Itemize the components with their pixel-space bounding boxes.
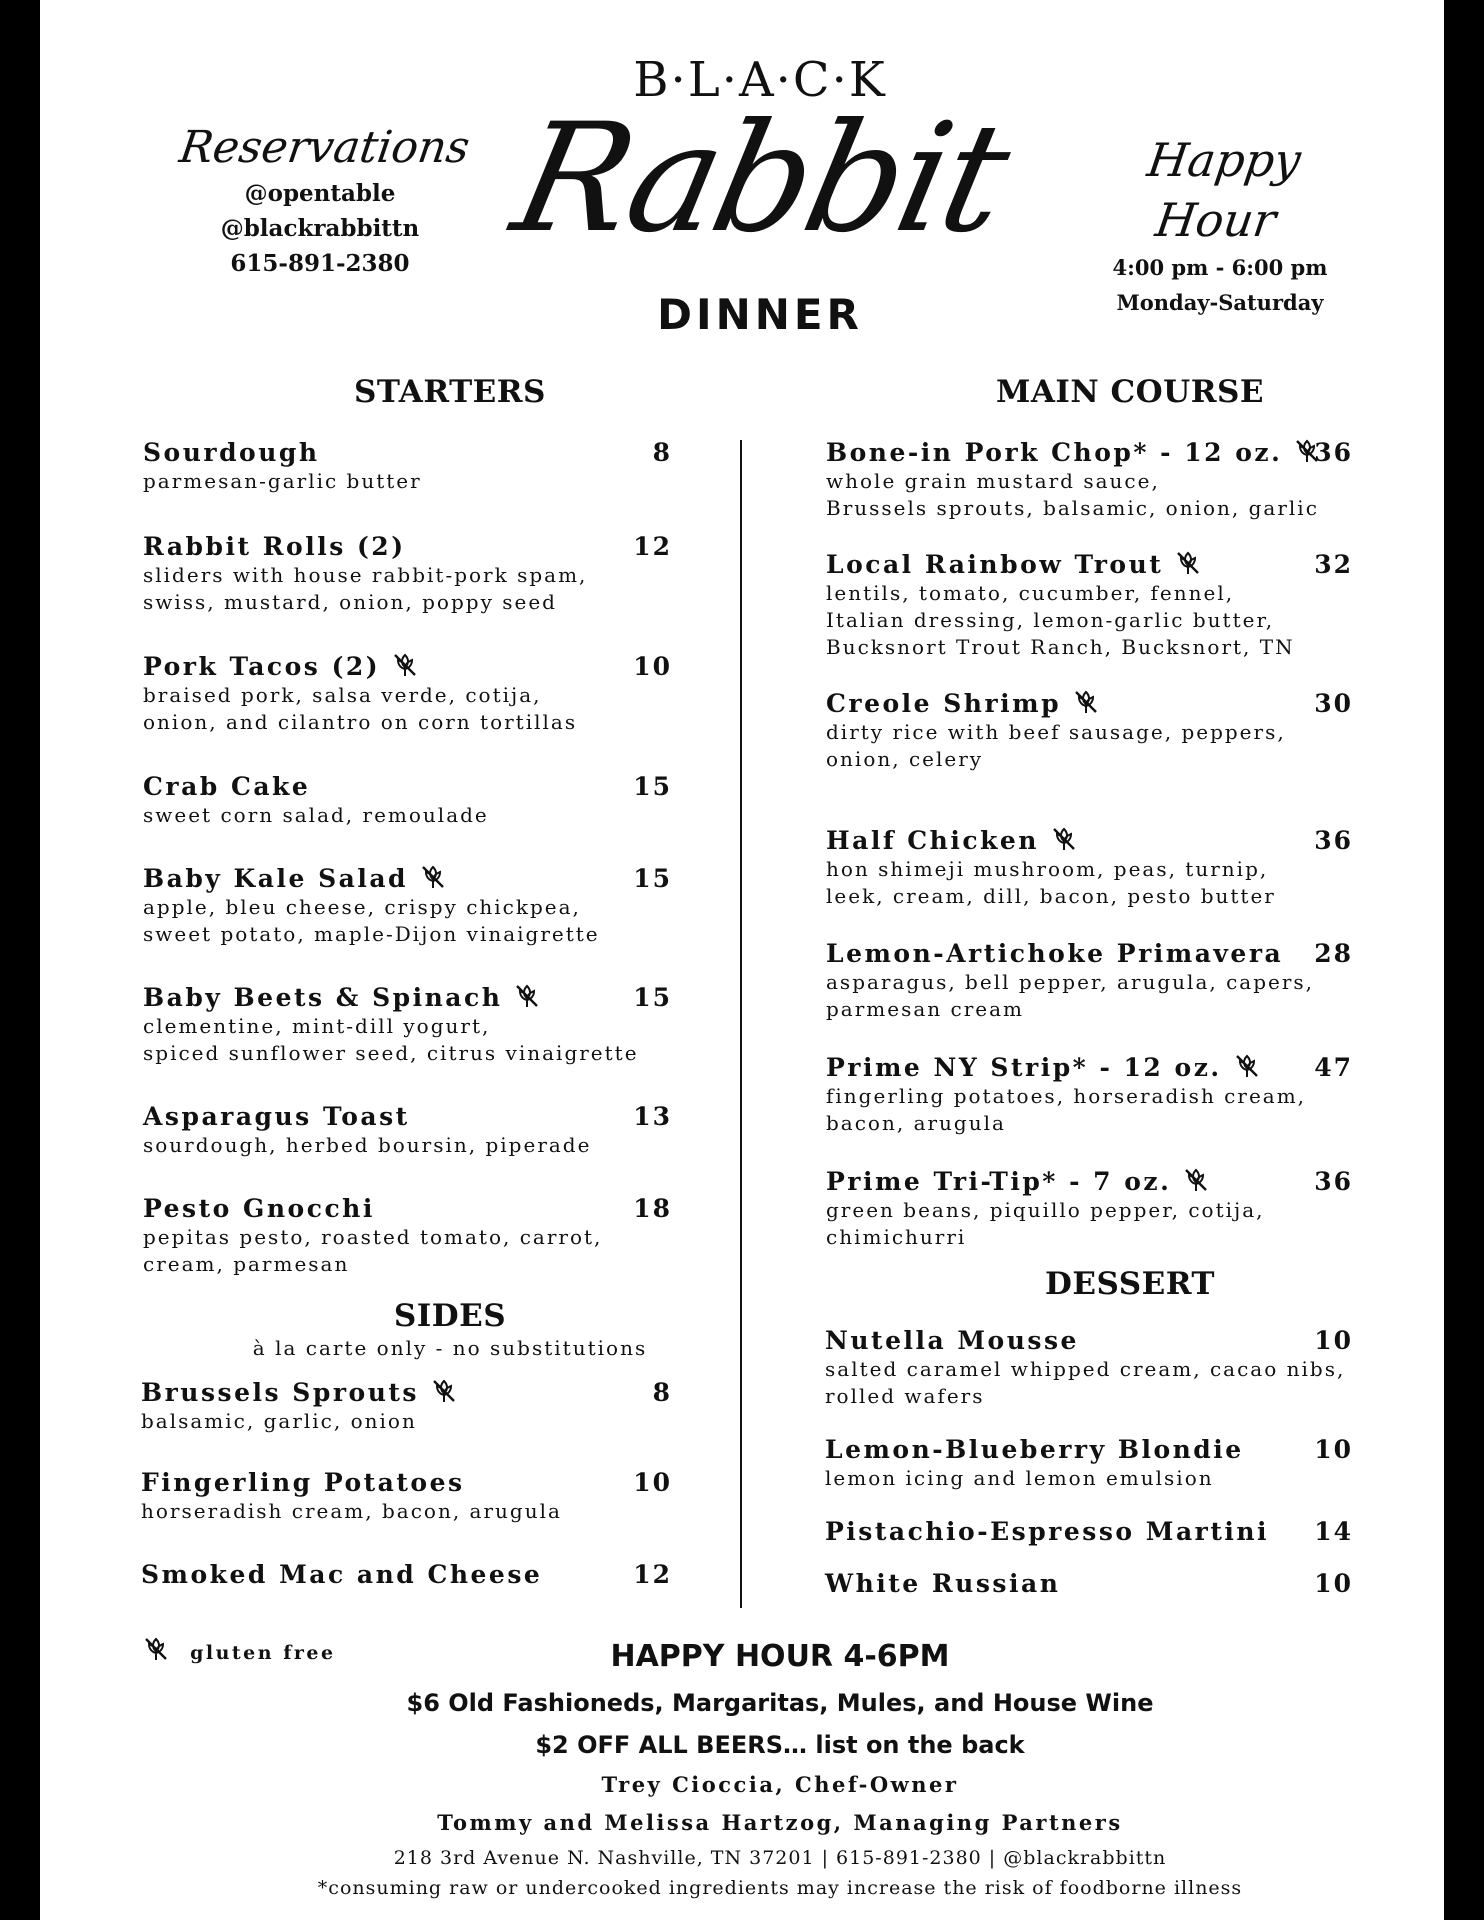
menu-item-name-text: Pesto Gnocchi <box>143 1194 375 1223</box>
menu-item <box>143 983 639 1067</box>
menu-item <box>141 1560 542 1590</box>
footer-partners: Tommy and Melissa Hartzog, Managing Partners <box>437 1810 1123 1835</box>
menu-item-description: parmesan cream <box>826 997 1024 1021</box>
menu-item-description: braised pork, salsa verde, cotija, <box>143 683 542 707</box>
menu-item-description: chimichurri <box>826 1225 967 1249</box>
gluten-free-icon <box>1234 1053 1260 1079</box>
column-divider <box>740 440 742 1608</box>
reservations-opentable: @opentable <box>244 180 396 207</box>
reservations-instagram: @blackrabbittn <box>220 215 420 242</box>
menu-item-description: bacon, arugula <box>826 1111 1006 1135</box>
footer-address: 218 3rd Avenue N. Nashville, TN 37201 | 615-891-2380 | @blackrabbittn <box>393 1847 1167 1869</box>
menu-item-description: apple, bleu cheese, crispy chickpea, <box>143 895 581 919</box>
menu-item-description: onion, celery <box>826 747 984 771</box>
gluten-free-icon <box>1073 689 1099 715</box>
menu-item-price: 15 <box>633 983 672 1012</box>
menu-item <box>141 1468 562 1525</box>
menu-item-price: 15 <box>633 772 672 801</box>
menu-item-name <box>143 864 600 894</box>
menu-item-description: horseradish cream, bacon, arugula <box>141 1499 562 1523</box>
menu-item-name <box>825 1435 1244 1465</box>
menu-item-description: parmesan-garlic butter <box>143 469 422 493</box>
menu-item-name-text: Baby Beets & Spinach <box>143 983 503 1012</box>
menu-item <box>141 1378 457 1435</box>
menu-item-name-text: Lemon-Artichoke Primavera <box>826 939 1284 968</box>
menu-item-name-text: Smoked Mac and Cheese <box>141 1560 543 1589</box>
menu-item-name <box>143 438 422 468</box>
menu-item <box>826 550 1295 661</box>
menu-item-name <box>826 826 1276 856</box>
gluten-free-icon <box>1051 826 1077 852</box>
happy-hour-days: Monday-Saturday <box>1116 290 1324 315</box>
menu-item-name-text: Prime Tri-Tip* - 7 oz. <box>826 1167 1172 1196</box>
menu-item-description: sourdough, herbed boursin, piperade <box>143 1133 592 1157</box>
happy-hour-title: Happy Hour <box>1144 133 1305 247</box>
menu-item-name <box>141 1468 562 1498</box>
menu-item-name <box>826 689 1286 719</box>
menu-item-description: leek, cream, dill, bacon, pesto butter <box>826 884 1276 908</box>
menu-item-description: green beans, piquillo pepper, cotija, <box>826 1198 1265 1222</box>
menu-item-price: 15 <box>633 864 672 893</box>
gluten-free-icon <box>431 1378 457 1404</box>
menu-item-name <box>826 438 1320 468</box>
menu-item-price: 36 <box>1314 1167 1353 1196</box>
menu-item-description: lentils, tomato, cucumber, fennel, <box>826 581 1235 605</box>
logo-black-word: B·L·A·C·K <box>633 52 887 108</box>
menu-item-price: 30 <box>1314 689 1353 718</box>
menu-item-name-text: Brussels Sprouts <box>141 1378 419 1407</box>
gluten-free-icon <box>392 652 418 678</box>
menu-item-price: 18 <box>633 1194 672 1223</box>
menu-item <box>826 1053 1306 1137</box>
menu-item-name-text: Prime NY Strip* - 12 oz. <box>826 1053 1222 1082</box>
menu-item-name <box>826 550 1295 580</box>
logo <box>500 40 1020 280</box>
logo-rabbit-word: Rabbit <box>500 92 1020 266</box>
menu-item <box>826 826 1276 910</box>
menu-item <box>143 532 587 616</box>
menu-item-price: 12 <box>633 1560 672 1589</box>
menu-item-description: Brussels sprouts, balsamic, onion, garlic <box>826 496 1319 520</box>
menu-item-description: lemon icing and lemon emulsion <box>825 1466 1214 1490</box>
menu-item-price: 10 <box>633 652 672 681</box>
menu-item <box>825 1435 1244 1492</box>
menu-item-price: 10 <box>1314 1326 1353 1355</box>
menu-item-description: sweet potato, maple-Dijon vinaigrette <box>143 922 600 946</box>
sides-subtitle: à la carte only - no substitutions <box>252 1336 648 1360</box>
menu-item-price: 10 <box>633 1468 672 1497</box>
menu-item-name-text: Baby Kale Salad <box>143 864 409 893</box>
menu-item-price: 8 <box>652 1378 672 1407</box>
menu-item-description: whole grain mustard sauce, <box>826 469 1160 493</box>
menu-item-description: fingerling potatoes, horseradish cream, <box>826 1084 1307 1108</box>
menu-item-description: Bucksnort Trout Ranch, Bucksnort, TN <box>826 635 1295 659</box>
menu-item-name-text: Lemon-Blueberry Blondie <box>825 1435 1244 1464</box>
menu-item-description: swiss, mustard, onion, poppy seed <box>143 590 557 614</box>
gluten-free-label: gluten free <box>190 1642 336 1664</box>
menu-item-name <box>141 1378 457 1408</box>
gluten-free-icon <box>143 1636 169 1662</box>
menu-item-description: clementine, mint-dill yogurt, <box>143 1014 491 1038</box>
menu-item-price: 14 <box>1314 1517 1353 1546</box>
menu-item-description: sliders with house rabbit-pork spam, <box>143 563 588 587</box>
menu-item-name <box>143 652 577 682</box>
menu-item-name <box>825 1326 1345 1356</box>
menu-item-name <box>143 1194 602 1224</box>
menu-item-name-text: White Russian <box>825 1569 1061 1598</box>
menu-item-description: hon shimeji mushroom, peas, turnip, <box>826 857 1269 881</box>
menu-item <box>826 689 1286 773</box>
menu-item-price: 36 <box>1314 438 1353 467</box>
menu-item <box>143 772 489 829</box>
menu-item-price: 8 <box>652 438 672 467</box>
menu-item-name-text: Rabbit Rolls (2) <box>143 532 406 561</box>
gluten-free-icon <box>420 864 446 890</box>
menu-item-description: salted caramel whipped cream, cacao nibs, <box>825 1357 1346 1381</box>
menu-item-name <box>825 1517 1269 1547</box>
menu-item-description: sweet corn salad, remoulade <box>143 803 489 827</box>
menu-item-name <box>143 1102 591 1132</box>
menu-item-name <box>143 983 639 1013</box>
gluten-free-icon <box>514 983 540 1009</box>
starters-title: STARTERS <box>354 374 546 410</box>
footer-chef: Trey Cioccia, Chef-Owner <box>601 1772 959 1797</box>
menu-item <box>143 1102 591 1159</box>
menu-item-name-text: Pistachio-Espresso Martini <box>825 1517 1270 1546</box>
menu-item-description: pepitas pesto, roasted tomato, carrot, <box>143 1225 603 1249</box>
menu-item-name-text: Nutella Mousse <box>825 1326 1079 1355</box>
menu-item-price: 10 <box>1314 1569 1353 1598</box>
menu-item-price: 28 <box>1314 939 1353 968</box>
menu-item-description: asparagus, bell pepper, arugula, capers, <box>826 970 1315 994</box>
menu-item <box>143 864 600 948</box>
menu-item-name-text: Local Rainbow Trout <box>826 550 1164 579</box>
menu-item-price: 36 <box>1314 826 1353 855</box>
menu-item-name <box>143 772 489 802</box>
menu-item-name-text: Sourdough <box>143 438 320 467</box>
menu-item-price: 13 <box>633 1102 672 1131</box>
footer-disclaimer: *consuming raw or undercooked ingredients may increase the risk of foodborne illness <box>317 1877 1243 1899</box>
menu-item <box>826 1167 1264 1251</box>
menu-item-price: 12 <box>633 532 672 561</box>
menu-item-name <box>826 1167 1264 1197</box>
menu-item-name-text: Pork Tacos (2) <box>143 652 381 681</box>
menu-item-name-text: Asparagus Toast <box>143 1102 410 1131</box>
menu-item-name-text: Crab Cake <box>143 772 311 801</box>
menu-item <box>825 1517 1269 1547</box>
menu-item <box>826 438 1320 522</box>
menu-item-name-text: Fingerling Potatoes <box>141 1468 465 1497</box>
menu-item-description: onion, and cilantro on corn tortillas <box>143 710 578 734</box>
menu-item-price: 47 <box>1314 1053 1353 1082</box>
menu-item-description: dirty rice with beef sausage, peppers, <box>826 720 1286 744</box>
dessert-title: DESSERT <box>1044 1266 1216 1302</box>
menu-item-description: balsamic, garlic, onion <box>141 1409 417 1433</box>
sides-title: SIDES <box>393 1298 507 1334</box>
menu-item-description: spiced sunflower seed, citrus vinaigrette <box>143 1041 639 1065</box>
reservations-title: Reservations <box>176 122 473 173</box>
menu-item <box>826 939 1314 1023</box>
menu-item-name <box>143 532 587 562</box>
footer <box>180 1632 1380 1902</box>
menu-item <box>825 1326 1345 1410</box>
menu-title: DINNER <box>657 290 863 339</box>
footer-happy-hour-title: HAPPY HOUR 4-6PM <box>610 1639 950 1674</box>
menu-item <box>143 652 577 736</box>
menu-item <box>143 438 422 495</box>
menu-item-name <box>826 1053 1306 1083</box>
menu-item-name <box>825 1569 1060 1599</box>
gluten-free-icon <box>1175 550 1201 576</box>
menu-item-name-text: Bone-in Pork Chop* - 12 oz. <box>826 438 1283 467</box>
main-course-title: MAIN COURSE <box>996 374 1264 410</box>
happy-hour-times: 4:00 pm - 6:00 pm <box>1112 255 1328 280</box>
footer-happy-hour-beers: $2 OFF ALL BEERS… list on the back <box>535 1731 1025 1759</box>
menu-item-description: cream, parmesan <box>143 1252 350 1276</box>
menu-item-name <box>141 1560 542 1590</box>
menu-item-description: rolled wafers <box>825 1384 985 1408</box>
menu-item-price: 32 <box>1314 550 1353 579</box>
menu-page <box>40 0 1444 1920</box>
footer-happy-hour-drinks: $6 Old Fashioneds, Margaritas, Mules, and House Wine <box>406 1689 1154 1717</box>
menu-item-price: 10 <box>1314 1435 1353 1464</box>
menu-item-description: Italian dressing, lemon-garlic butter, <box>826 608 1275 632</box>
reservations-phone: 615-891-2380 <box>230 250 410 277</box>
menu-item-name <box>826 939 1314 969</box>
reservations-block <box>176 120 473 281</box>
menu-item-name-text: Half Chicken <box>826 826 1039 855</box>
menu-item <box>825 1569 1060 1599</box>
gluten-free-icon <box>1183 1167 1209 1193</box>
happy-hour-block <box>1080 130 1360 320</box>
menu-item-name-text: Creole Shrimp <box>826 689 1062 718</box>
menu-item <box>143 1194 602 1278</box>
